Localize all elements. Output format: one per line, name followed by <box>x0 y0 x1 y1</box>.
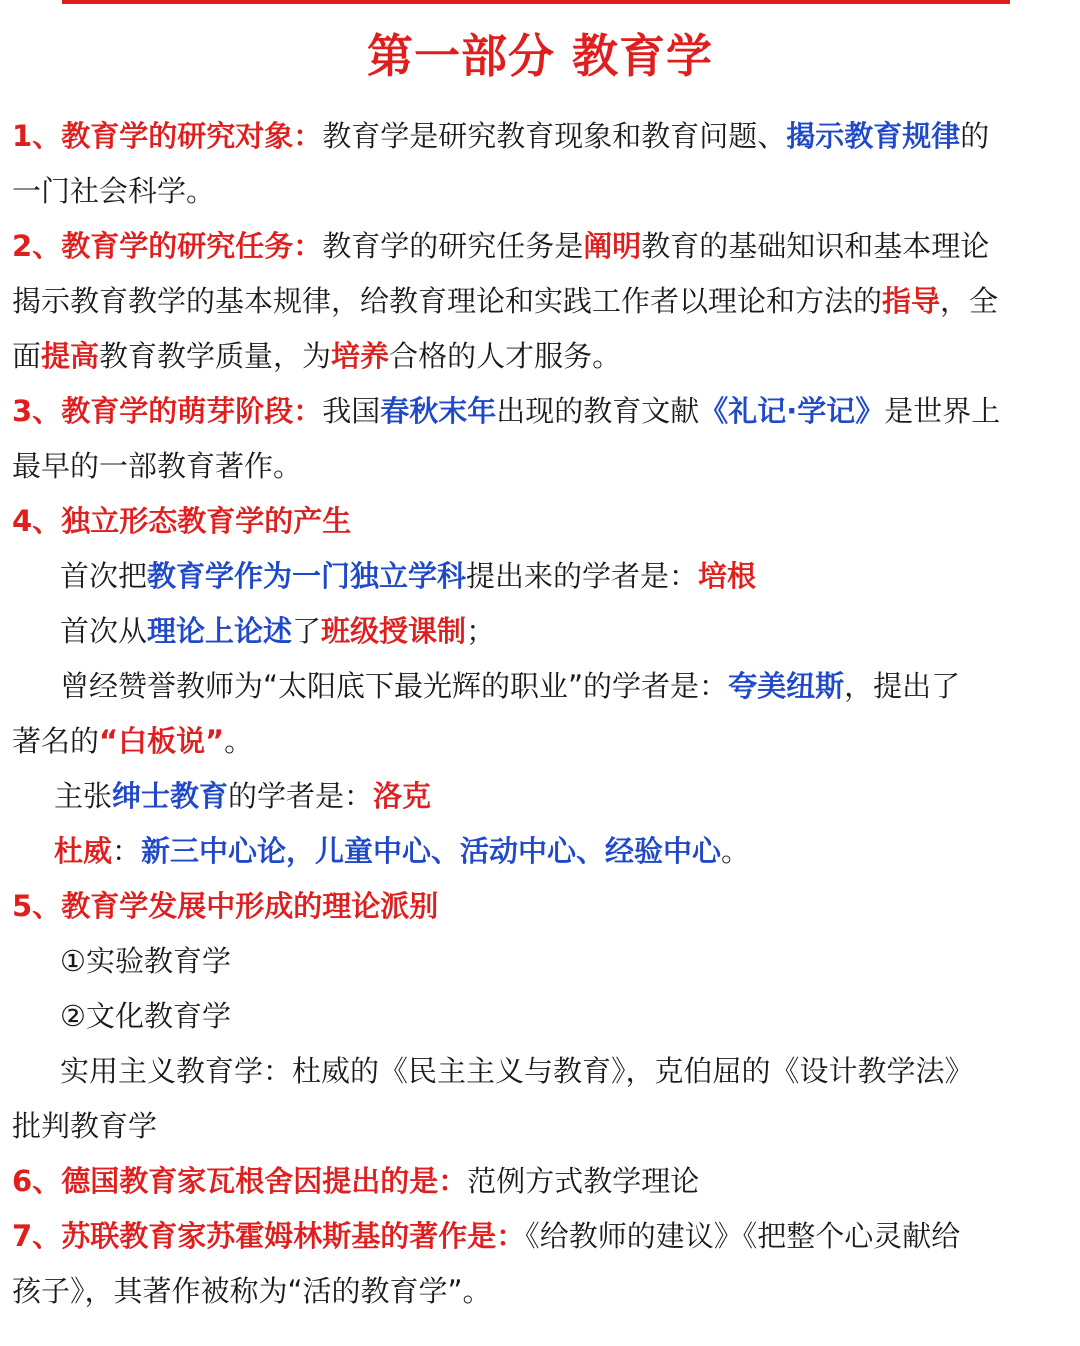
section-7-text: 《给教师的建议》《把整个心灵献给 <box>525 1219 961 1253</box>
section-3-text: 出现的教育文献 <box>496 394 700 428</box>
section-4-highlight: 教育学作为一门独立学科 <box>147 559 467 593</box>
section-4-text: ，提出了 <box>844 669 961 703</box>
section-4-item-dewey <box>12 824 1062 879</box>
section-2-line-3 <box>12 329 1062 384</box>
section-4-keyword: 杜威 <box>54 834 113 868</box>
section-4-text: 首次把 <box>60 559 148 593</box>
section-4-heading-line <box>12 494 1062 549</box>
section-5-heading-line <box>12 879 1062 934</box>
section-3-highlight: 《礼记·学记》 <box>699 394 885 428</box>
section-3-line-2 <box>12 439 1062 494</box>
section-2-keyword: 指导 <box>882 284 941 318</box>
section-4-text: 主张 <box>54 779 113 813</box>
section-1-text: 一门社会科学。 <box>12 174 216 208</box>
section-3-text: 是世界上 <box>884 394 1001 428</box>
section-1-text: 的 <box>960 119 990 153</box>
top-divider <box>62 0 1010 4</box>
section-2-keyword: 阐明 <box>583 229 642 263</box>
section-1-text: 教育学是研究教育现象和教育问题、 <box>322 119 787 153</box>
section-2-number: 2、 <box>12 229 62 263</box>
section-1-line-2 <box>12 164 1062 219</box>
section-4-highlight: 夸美纽斯 <box>728 669 845 703</box>
section-4-text: 首次从 <box>60 614 148 648</box>
section-6-line <box>12 1154 1062 1209</box>
section-4-text: 著名的 <box>12 724 100 758</box>
section-7-text: 孩子》，其著作被称为“活的教育学”。 <box>12 1274 492 1308</box>
section-4-keyword: “白板说” <box>99 724 225 758</box>
section-4-highlight: 理论上论述 <box>147 614 293 648</box>
section-4-highlight: 新三中心论，儿童中心、活动中心、经验中心 <box>141 834 722 868</box>
section-2-line-1 <box>12 219 1062 274</box>
section-4-keyword: 培根 <box>698 559 757 593</box>
section-6-number: 6、 <box>12 1164 62 1198</box>
section-7-line-1 <box>12 1209 1062 1264</box>
section-4-item-bacon <box>12 549 1062 604</box>
section-4-text: 。 <box>224 724 254 758</box>
section-5-item <box>12 989 1062 1044</box>
section-7-heading: 苏联教育家苏霍姆林斯基的著作是： <box>61 1219 526 1253</box>
section-3-line-1 <box>12 384 1062 439</box>
section-1-highlight: 揭示教育规律 <box>786 119 961 153</box>
section-4-text: 了 <box>292 614 322 648</box>
section-3-heading: 教育学的萌芽阶段： <box>61 394 323 428</box>
section-2-text: 教育的基础知识和基本理论 <box>641 229 990 263</box>
section-4-item-comenius <box>12 659 1062 714</box>
section-4-text: 的学者是： <box>228 779 374 813</box>
section-2-line-2 <box>12 274 1062 329</box>
section-5-item <box>12 934 1062 989</box>
section-2-text: 教育教学质量，为 <box>99 339 332 373</box>
section-4-keyword: 班级授课制 <box>321 614 467 648</box>
section-2-text: 合格的人才服务。 <box>389 339 622 373</box>
section-3-number: 3、 <box>12 394 62 428</box>
section-4-highlight: 绅士教育 <box>112 779 229 813</box>
section-2-keyword: 提高 <box>41 339 100 373</box>
document-body <box>12 109 1062 1319</box>
section-5-item <box>12 1044 1062 1099</box>
section-4-text: 提出来的学者是： <box>466 559 699 593</box>
section-5-heading: 教育学发展中形成的理论派别 <box>61 889 439 923</box>
section-5-text: ②文化教育学 <box>60 999 231 1033</box>
page-title: 第一部分 教育学 <box>366 29 713 83</box>
section-4-text: ： <box>112 834 142 868</box>
section-2-keyword: 培养 <box>331 339 390 373</box>
section-4-number: 4、 <box>12 504 62 538</box>
section-2-text: 面 <box>12 339 42 373</box>
section-5-text: 批判教育学 <box>12 1109 158 1143</box>
section-1-line-1 <box>12 109 1062 164</box>
section-4-text: 曾经赞誉教师为“太阳底下最光辉的职业”的学者是： <box>60 669 729 703</box>
section-1-number: 1、 <box>12 119 62 153</box>
section-4-text: ； <box>466 614 496 648</box>
section-2-text: ，全 <box>940 284 999 318</box>
section-6-text: 范例方式教学理论 <box>467 1164 700 1198</box>
section-1-heading: 教育学的研究对象： <box>61 119 323 153</box>
section-4-keyword: 洛克 <box>373 779 432 813</box>
section-4-item-comenius-cont <box>12 714 1062 769</box>
section-5-text: ①实验教育学 <box>60 944 231 978</box>
section-3-highlight: 春秋末年 <box>380 394 497 428</box>
section-2-text: 揭示教育教学的基本规律，给教育理论和实践工作者以理论和方法的 <box>12 284 883 318</box>
section-4-heading: 独立形态教育学的产生 <box>61 504 352 538</box>
section-3-text: 我国 <box>322 394 381 428</box>
section-5-number: 5、 <box>12 889 62 923</box>
section-5-text: 实用主义教育学：杜威的《民主主义与教育》，克伯屈的《设计教学法》 <box>60 1054 974 1088</box>
section-4-text: 。 <box>721 834 751 868</box>
section-7-number: 7、 <box>12 1219 62 1253</box>
section-6-heading: 德国教育家瓦根舍因提出的是： <box>61 1164 468 1198</box>
section-4-item-class-system <box>12 604 1062 659</box>
section-3-text: 最早的一部教育著作。 <box>12 449 303 483</box>
section-2-heading: 教育学的研究任务： <box>61 229 323 263</box>
section-7-line-2 <box>12 1264 1062 1319</box>
section-5-item <box>12 1099 1062 1154</box>
section-4-item-locke <box>12 769 1062 824</box>
section-2-text: 教育学的研究任务是 <box>322 229 584 263</box>
